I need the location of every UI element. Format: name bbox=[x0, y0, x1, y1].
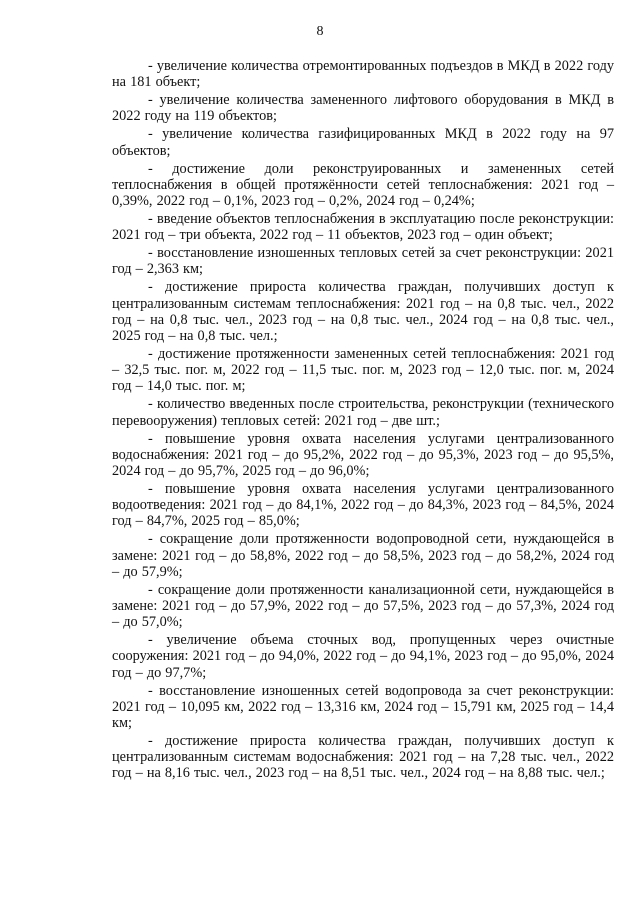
list-item: - повышение уровня охвата населения услугами централизованного водоснабжения: 2021 год – до 95,2%, 2022 год – до 95,3%, 2023 год – до 95,5%, 2024 год – до 95,7%, 2025 год – до 96,0%; bbox=[112, 430, 614, 480]
page-number: 8 bbox=[316, 24, 324, 39]
list-item: - количество введенных после строительства, реконструкции (технического перевооружения) тепловых сетей: 2021 год – две шт.; bbox=[112, 396, 614, 429]
list-item: - восстановление изношенных тепловых сетей за счет реконструкции: 2021 год – 2,363 км; bbox=[112, 245, 614, 278]
list-item: - увеличение количества отремонтированных подъездов в МКД в 2022 году на 181 объект; bbox=[112, 58, 614, 91]
list-item: - восстановление изношенных сетей водопровода за счет реконструкции: 2021 год – 10,095 км, 2022 год – 13,316 км, 2024 год – 15,791 км, 2025 год – 14,4 км; bbox=[112, 682, 614, 732]
page-body bbox=[112, 58, 614, 782]
list-item: - увеличение объема сточных вод, пропущенных через очистные сооружения: 2021 год – до 94,0%, 2022 год – до 94,1%, 2023 год – до 95,0%, 2024 год – до 97,7%; bbox=[112, 632, 614, 681]
list-item: - введение объектов теплоснабжения в эксплуатацию после реконструкции: 2021 год – три объекта, 2022 год – 11 объектов, 2023 год – один объект; bbox=[112, 211, 614, 244]
list-item: - увеличение количества газифицированных МКД в 2022 году на 97 объектов; bbox=[112, 126, 614, 159]
list-item: - повышение уровня охвата населения услугами централизованного водоотведения: 2021 год – до 84,1%, 2022 год – до 84,3%, 2023 год – 84,5%, 2024 год – 84,7%, 2025 год – 85,0%; bbox=[112, 481, 614, 530]
list-item: - сокращение доли протяженности водопроводной сети, нуждающейся в замене: 2021 год – до 58,8%, 2022 год – до 58,5%, 2023 год – до 58,2%, 2024 год – до 57,9%; bbox=[112, 531, 614, 580]
list-item: - достижение протяженности замененных сетей теплоснабжения: 2021 год – 32,5 тыс. пог. м, 2022 год – 11,5 тыс. пог. м, 2023 год – 12,0 тыс. пог. м, 2024 год – 14,0 тыс. пог. м; bbox=[112, 346, 614, 395]
list-item: - сокращение доли протяженности канализационной сети, нуждающейся в замене: 2021 год – до 57,9%, 2022 год – до 57,5%, 2023 год – до 57,3%, 2024 год – до 57,0%; bbox=[112, 581, 614, 631]
list-item: - достижение прироста количества граждан, получивших доступ к централизованным системам теплоснабжения: 2021 год – на 0,8 тыс. чел., 2022 год – на 0,8 тыс. чел., 2023 год – на 0,8 тыс. чел., 2024 год – на 0,8 тыс. чел., 2025 год – на 0,8 тыс. чел.; bbox=[112, 279, 614, 345]
list-item: - достижение доли реконструированных и замененных сетей теплоснабжения в общей протяжённости сетей теплоснабжения: 2021 год – 0,39%, 2022 год – 0,1%, 2023 год – 0,2%, 2024 год – 0,24%; bbox=[112, 160, 614, 210]
list-item: - достижение прироста количества граждан, получивших доступ к централизованным системам водоснабжения: 2021 год – на 7,28 тыс. чел., 2022 год – на 8,16 тыс. чел., 2023 год – на 8,51 тыс. чел., 2024 год – на 8,88 тыс. чел.; bbox=[112, 733, 614, 782]
list-item: - увеличение количества замененного лифтового оборудования в МКД в 2022 году на 119 объектов; bbox=[112, 92, 614, 125]
